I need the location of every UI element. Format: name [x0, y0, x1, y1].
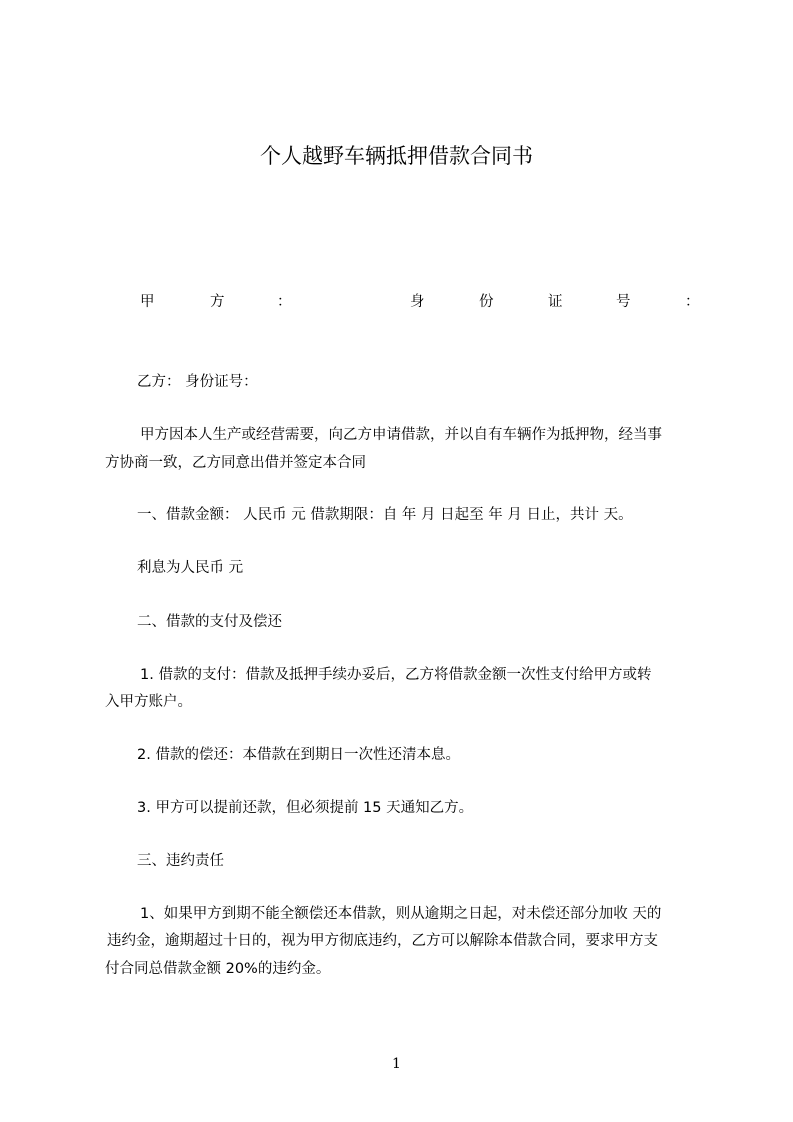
intro-line-1: 甲方因本人生产或经营需要，向乙方申请借款，并以自有车辆作为抵押物，经当事	[140, 427, 662, 443]
page-number: 1	[392, 1056, 401, 1072]
party-a-char: 号	[616, 294, 631, 310]
party-a-char: 证	[548, 294, 563, 310]
section-2-item-1-line-2: 入甲方账户。	[105, 694, 192, 710]
section-2-item-1-line-1: 1. 借款的支付：借款及抵押手续办妥后，乙方将借款金额一次性支付给甲方或转	[140, 667, 652, 683]
party-b-line: 乙方： 身份证号：	[137, 374, 258, 390]
party-a-char: ：	[277, 294, 292, 310]
section-3-item-1-line-1: 1、如果甲方到期不能全额偿还本借款，则从逾期之日起，对未偿还部分加收 天的	[140, 906, 662, 922]
section-2-heading: 二、借款的支付及偿还	[137, 614, 282, 630]
intro-line-2: 方协商一致，乙方同意出借并签定本合同	[105, 455, 366, 471]
section-3-item-1-line-3: 付合同总借款金额 20%的违约金。	[105, 961, 331, 977]
loan-amount-line: 一、借款金额： 人民币 元 借款期限：自 年 月 日起至 年 月 日止，共计 天。	[137, 507, 633, 523]
party-a-char: 份	[479, 294, 494, 310]
section-2-item-3: 3. 甲方可以提前还款，但必须提前 15 天通知乙方。	[137, 800, 474, 816]
interest-line: 利息为人民币 元	[137, 560, 244, 576]
party-a-char: 身	[410, 294, 425, 310]
section-3-item-1-line-2: 违约金，逾期超过十日的，视为甲方彻底违约，乙方可以解除本借款合同，要求甲方支	[107, 933, 658, 949]
party-a-char: 甲	[140, 294, 155, 310]
section-3-heading: 三、违约责任	[137, 853, 224, 869]
party-a-char: 方	[210, 294, 225, 310]
section-2-item-2: 2. 借款的偿还：本借款在到期日一次性还清本息。	[137, 747, 460, 763]
party-a-char: ：	[685, 294, 700, 310]
document-title: 个人越野车辆抵押借款合同书	[260, 144, 533, 168]
